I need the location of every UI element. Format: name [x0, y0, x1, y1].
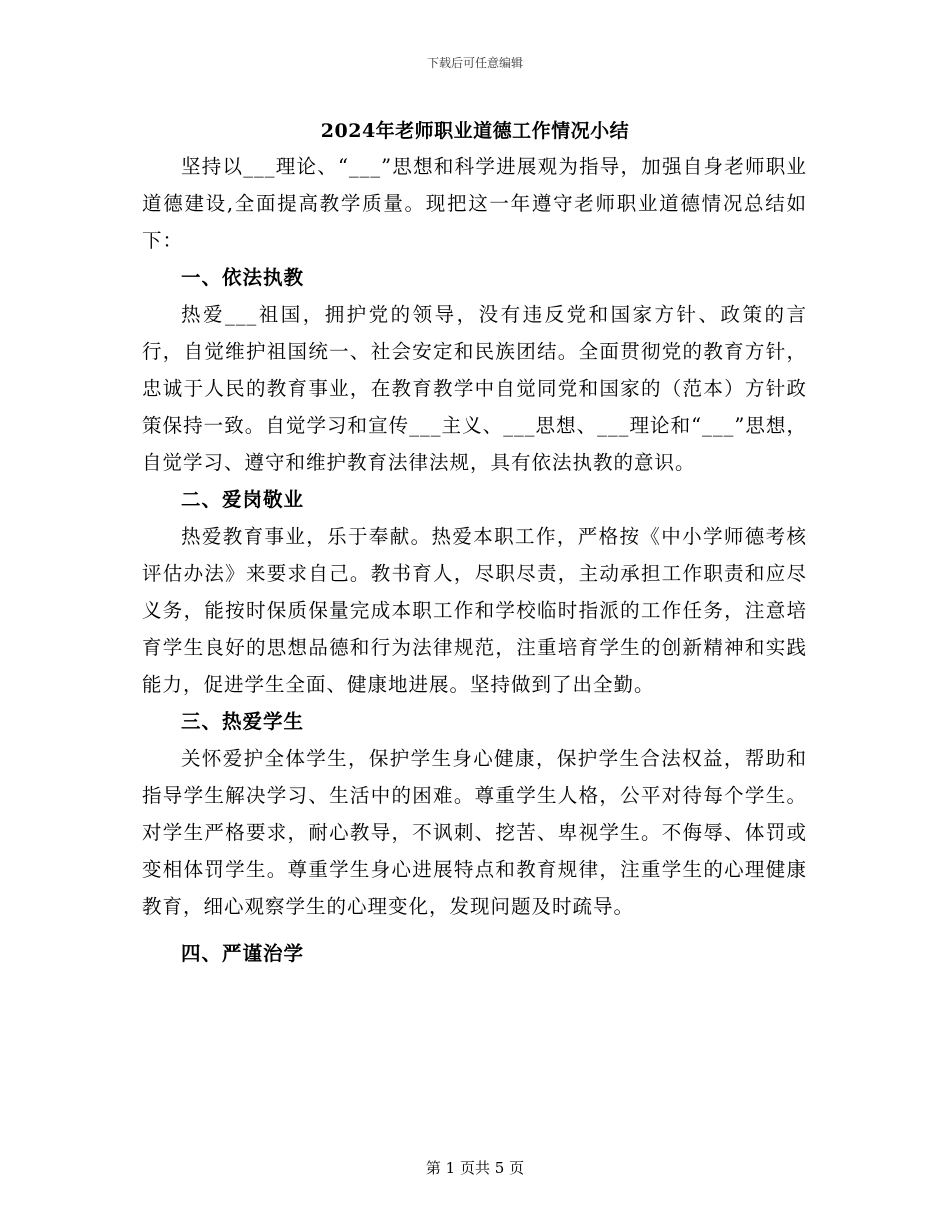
section-heading-2: 二、爱岗敬业	[181, 488, 305, 511]
section-paragraph-2: 热爱教育事业，乐于奉献。热爱本职工作，严格按《中小学师德考核评估办法》来要求自己。教书育人，尽职尽责，主动承担工作职责和应尽义务，能按时保质保量完成本职工作和学校临时指派的工作任务，注意培育学生良好的思想品德和行为法律规范，注重培育学生的创新精神和实践能力，促进学生全面、健康地进展。坚持做到了出全勤。	[142, 525, 807, 696]
section-paragraph-1: 热爱___祖国，拥护党的领导，没有违反党和国家方针、政策的言行，自觉维护祖国统一、社会安定和民族团结。全面贯彻党的教育方针，忠诚于人民的教育事业，在教育教学中自觉同党和国家的（范本）方针政策保持一致。自觉学习和宣传___主义、___思想、___理论和“___”思想，自觉学习、遵守和维护教育法律法规，具有依法执教的意识。	[142, 303, 807, 474]
section-heading-1: 一、依法执教	[181, 266, 305, 289]
section-paragraph-3: 关怀爱护全体学生，保护学生身心健康，保护学生合法权益，帮助和指导学生解决学习、生活中的困难。尊重学生人格，公平对待每个学生。对学生严格要求，耐心教导，不讽刺、挖苦、卑视学生。不侮辱、体罚或变相体罚学生。尊重学生身心进展特点和教育规律，注重学生的心理健康教育，细心观察学生的心理变化，发现问题及时疏导。	[142, 747, 807, 918]
document-title: 2024年老师职业道德工作情况小结	[320, 120, 630, 142]
document-body	[142, 148, 807, 972]
intro-paragraph: 坚持以___理论、“___”思想和科学进展观为指导，加强自身老师职业道德建设,全面提高教学质量。现把这一年遵守老师职业道德情况总结如下：	[142, 155, 807, 252]
page-number: 第 1 页共 5 页	[425, 1159, 525, 1177]
section-heading-3: 三、热爱学生	[181, 710, 305, 733]
header-note: 下载后可任意编辑	[426, 56, 523, 70]
section-heading-4: 四、严谨治学	[181, 942, 305, 965]
